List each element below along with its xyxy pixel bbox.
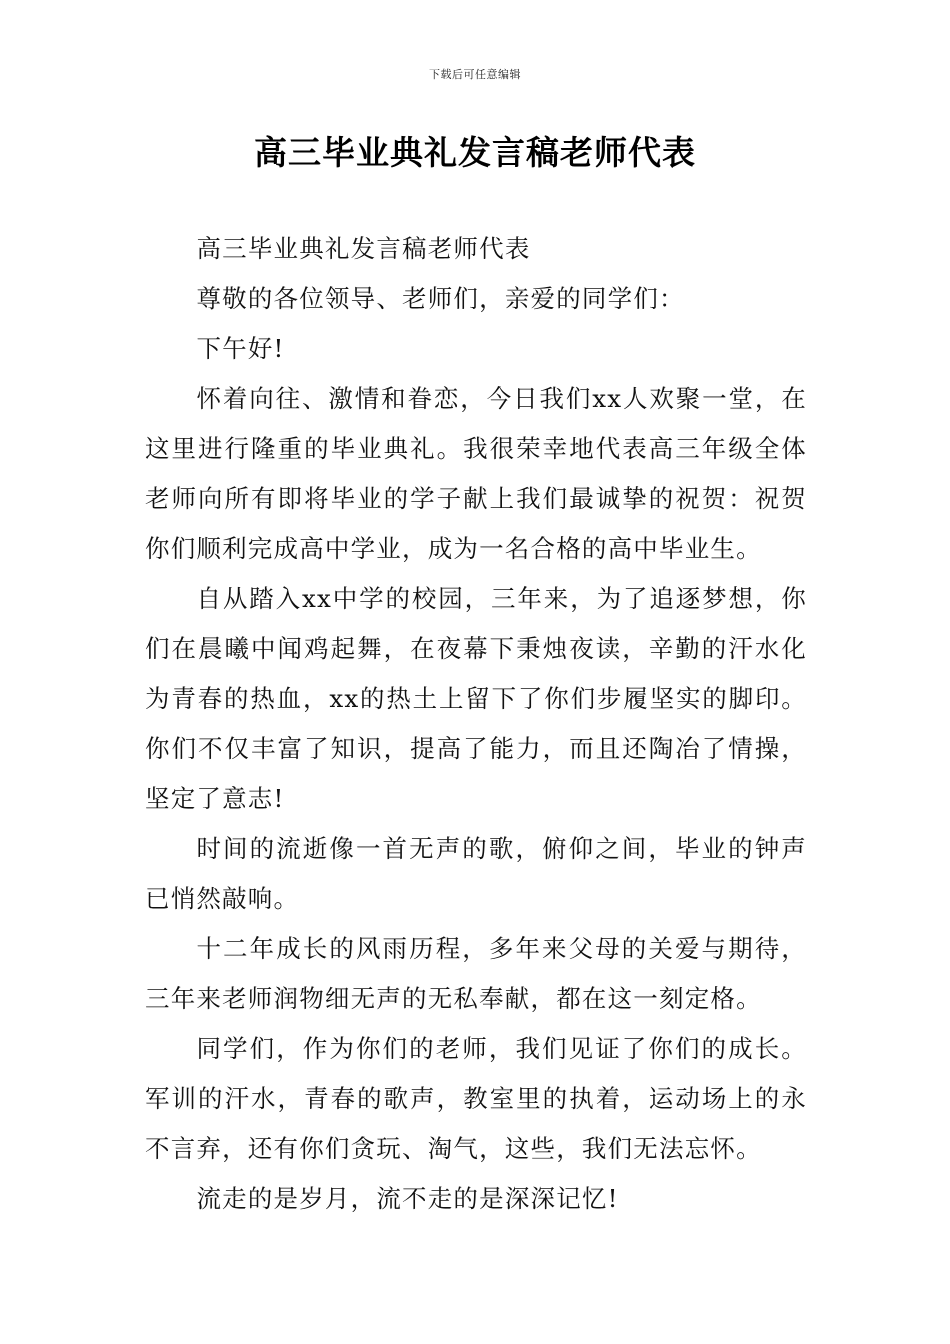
document-body — [145, 224, 807, 1224]
paragraph: 流走的是岁月，流不走的是深深记忆! — [196, 1184, 619, 1213]
paragraph-greeting: 下午好! — [196, 334, 285, 363]
header-note: 下载后可任意编辑 — [429, 68, 521, 81]
paragraph-salutation: 尊敬的各位领导、老师们，亲爱的同学们： — [196, 284, 685, 313]
document-title: 高三毕业典礼发言稿老师代表 — [254, 133, 696, 172]
paragraph: 怀着向往、激情和眷恋，今日我们xx人欢聚一堂，在这里进行隆重的毕业典礼。我很荣幸地代表高三年级全体老师向所有即将毕业的学子献上我们最诚挚的祝贺：祝贺你们顺利完成高中学业，成为一名合格的高中毕业生。 — [145, 384, 807, 563]
paragraph: 十二年成长的风雨历程，多年来父母的关爱与期待，三年来老师润物细无声的无私奉献，都在这一刻定格。 — [145, 934, 807, 1013]
paragraph: 同学们，作为你们的老师，我们见证了你们的成长。军训的汗水，青春的歌声，教室里的执着，运动场上的永不言弃，还有你们贪玩、淘气，这些，我们无法忘怀。 — [145, 1034, 807, 1163]
paragraph: 自从踏入xx中学的校园，三年来，为了追逐梦想，你们在晨曦中闻鸡起舞，在夜幕下秉烛夜读，辛勤的汗水化为青春的热血，xx的热土上留下了你们步履坚实的脚印。你们不仅丰富了知识，提高了能力，而且还陶冶了情操，坚定了意志! — [145, 584, 807, 813]
paragraph-subtitle: 高三毕业典礼发言稿老师代表 — [196, 234, 531, 263]
paragraph: 时间的流逝像一首无声的歌，俯仰之间，毕业的钟声已悄然敲响。 — [145, 834, 807, 913]
